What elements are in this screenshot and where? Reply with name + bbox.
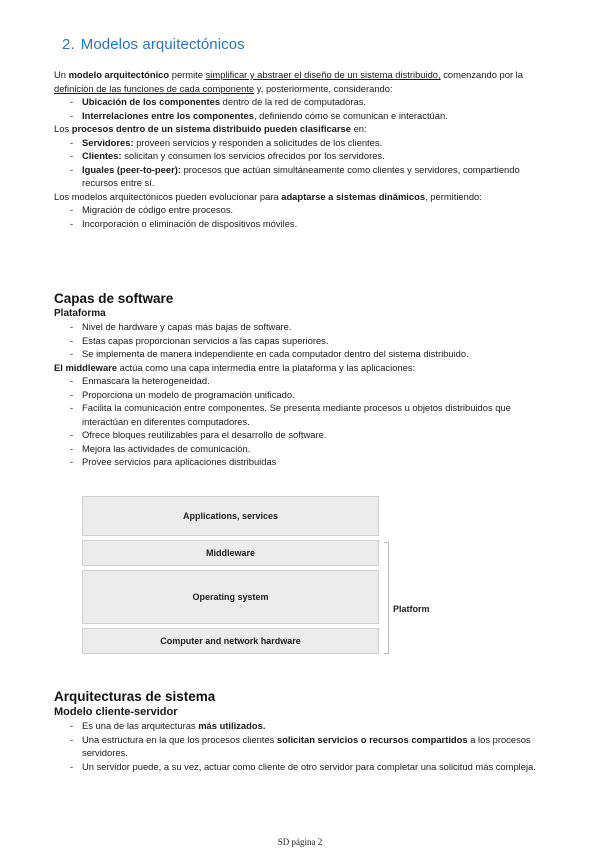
middleware-paragraph: El middleware actúa como una capa intermedia entre la plataforma y las aplicaciones: xyxy=(54,361,416,373)
list-item: - Provee servicios para aplicaciones distribuidas xyxy=(82,455,554,469)
layer-hardware: Computer and network hardware xyxy=(82,628,379,654)
list-item: - Facilita la comunicación entre componentes. Se presenta mediante procesos u objetos distribuidos que interactúan en diferentes computadores. xyxy=(82,401,554,428)
list-item: - Ofrece bloques reutilizables para el desarrollo de software. xyxy=(82,428,554,442)
middleware-list xyxy=(54,374,554,469)
list-item: - Estas capas proporcionan servicios a las capas superiores. xyxy=(82,334,554,348)
platform-heading: Plataforma xyxy=(54,308,106,319)
section-title-text: Modelos arquitectónicos xyxy=(80,36,245,53)
term-architectural-model: modelo arquitectónico xyxy=(68,69,170,80)
layer-applications: Applications, services xyxy=(82,496,379,536)
platform-bracket xyxy=(384,542,389,654)
software-layers-heading: Capas de software xyxy=(54,291,174,306)
client-server-list xyxy=(54,719,554,773)
layer-operating-system: Operating system xyxy=(82,570,379,624)
intro-list xyxy=(54,95,554,122)
list-item: - Proporciona un modelo de programación unificado. xyxy=(82,388,554,402)
list-item: - Un servidor puede, a su vez, actuar como cliente de otro servidor para completar una solicitud más compleja. xyxy=(82,760,554,774)
section-title xyxy=(62,36,245,53)
system-architectures-block xyxy=(54,688,554,773)
page-footer: SD página 2 xyxy=(277,837,323,847)
platform-list xyxy=(54,320,554,361)
list-item: - Migración de código entre procesos. xyxy=(82,203,554,217)
list-item: - Interrelaciones entre los componentes, definiendo cómo se comunican e interactúan. xyxy=(82,109,554,123)
list-item: - Ubicación de los componentes dentro de la red de computadoras. xyxy=(82,95,554,109)
processes-list xyxy=(54,136,554,190)
list-item: - Se implementa de manera independiente en cada computador dentro del sistema distribuido. xyxy=(82,347,554,361)
list-item: - Enmascara la heterogeneidad. xyxy=(82,374,554,388)
section-number: 2. xyxy=(62,36,75,53)
list-item: - Nivel de hardware y capas más bajas de software. xyxy=(82,320,554,334)
list-item: - Iguales (peer-to-peer): procesos que actúan simultáneamente como clientes y servidores, compartiendo recursos entre sí. xyxy=(82,163,554,190)
layer-middleware: Middleware xyxy=(82,540,379,566)
software-layers-diagram xyxy=(82,496,442,658)
intro-paragraph: Un modelo arquitectónico permite simplificar y abstraer el diseño de un sistema distribuido, comenzando por la definición de las funciones de cada componente y, posteriormente, considerando: xyxy=(54,69,523,94)
list-item: - Servidores: proveen servicios y responden a solicitudes de los clientes. xyxy=(82,136,554,150)
evolution-paragraph: Los modelos arquitectónicos pueden evolucionar para adaptarse a sistemas dinámicos, permitiendo: xyxy=(54,190,482,202)
evolution-list xyxy=(54,203,554,230)
software-layers-block xyxy=(54,290,554,469)
intro-block xyxy=(54,68,554,230)
client-server-heading: Modelo cliente-servidor xyxy=(54,706,178,718)
list-item: - Incorporación o eliminación de dispositivos móviles. xyxy=(82,217,554,231)
list-item: - Mejora las actividades de comunicación. xyxy=(82,442,554,456)
platform-label: Platform xyxy=(393,604,430,614)
system-architectures-heading: Arquitecturas de sistema xyxy=(54,689,216,704)
processes-paragraph: Los procesos dentro de un sistema distribuido pueden clasificarse en: xyxy=(54,123,367,134)
list-item: - Una estructura en la que los procesos clientes solicitan servicios o recursos compartidos a los procesos servidores. xyxy=(82,733,554,760)
list-item: - Clientes: solicitan y consumen los servicios ofrecidos por los servidores. xyxy=(82,149,554,163)
list-item: - Es una de las arquitecturas más utilizados. xyxy=(82,719,554,733)
